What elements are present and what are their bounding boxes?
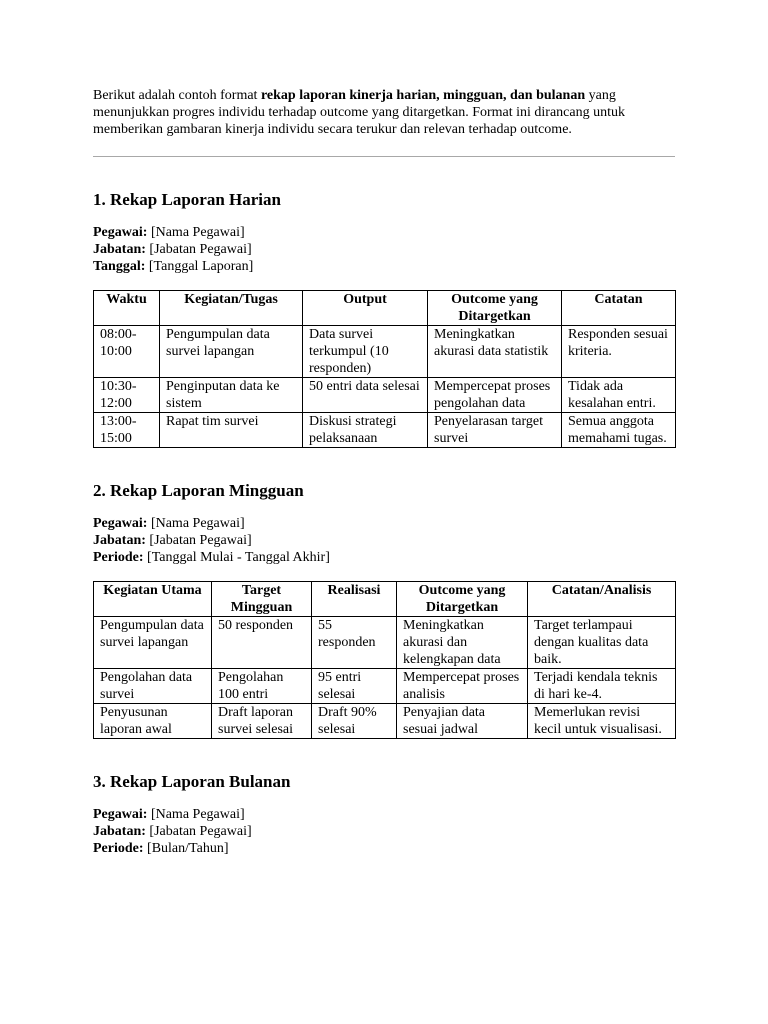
meta-value: [Nama Pegawai] — [147, 516, 245, 531]
table-cell: Responden sesuai kriteria. — [562, 326, 676, 378]
meta-label: Tanggal: — [93, 259, 146, 274]
table-cell: Draft 90% selesai — [312, 704, 397, 739]
table-cell: Meningkatkan akurasi dan kelengkapan data — [397, 617, 528, 669]
table-row — [94, 617, 676, 669]
table-header-cell: Realisasi — [312, 582, 397, 617]
table-cell: Semua anggota memahami tugas. — [562, 413, 676, 448]
weekly-report-heading: 2. Rekap Laporan Mingguan — [93, 481, 304, 500]
meta-value: [Nama Pegawai] — [147, 225, 245, 240]
table-row — [94, 413, 676, 448]
meta-line-employee — [93, 515, 675, 532]
weekly-report-table — [93, 581, 676, 739]
table-cell: Mempercepat proses pengolahan data — [428, 378, 562, 413]
table-cell: Data survei terkumpul (10 responden) — [303, 326, 428, 378]
meta-label: Pegawai: — [93, 516, 148, 531]
meta-line-position — [93, 241, 675, 258]
meta-value: [Bulan/Tahun] — [143, 841, 229, 856]
table-row — [94, 704, 676, 739]
monthly-report-heading: 3. Rekap Laporan Bulanan — [93, 772, 291, 791]
monthly-report-meta — [93, 806, 675, 857]
meta-label: Pegawai: — [93, 225, 148, 240]
meta-line-position — [93, 532, 675, 549]
meta-line-employee — [93, 806, 675, 823]
table-cell: Pengumpulan data survei lapangan — [160, 326, 303, 378]
meta-line-employee — [93, 224, 675, 241]
table-cell: 08:00-10:00 — [94, 326, 160, 378]
table-header-cell: Outcome yang Ditargetkan — [428, 291, 562, 326]
table-cell: Pengolahan data survei — [94, 669, 212, 704]
meta-line-position — [93, 823, 675, 840]
table-header-cell: Catatan/Analisis — [528, 582, 676, 617]
meta-label: Jabatan: — [93, 533, 146, 548]
table-cell: Terjadi kendala teknis di hari ke-4. — [528, 669, 676, 704]
meta-line-period — [93, 549, 675, 566]
table-header-cell: Catatan — [562, 291, 676, 326]
meta-label: Jabatan: — [93, 824, 146, 839]
meta-line-date — [93, 258, 675, 275]
meta-value: [Nama Pegawai] — [147, 807, 245, 822]
table-cell: 95 entri selesai — [312, 669, 397, 704]
daily-report-heading: 1. Rekap Laporan Harian — [93, 190, 281, 209]
meta-value: [Jabatan Pegawai] — [145, 824, 252, 839]
intro-paragraph — [93, 87, 675, 138]
table-cell: Penyusunan laporan awal — [94, 704, 212, 739]
table-row — [94, 669, 676, 704]
meta-label: Periode: — [93, 550, 144, 565]
meta-label: Periode: — [93, 841, 144, 856]
meta-value: [Tanggal Laporan] — [145, 259, 254, 274]
meta-value: [Tanggal Mulai - Tanggal Akhir] — [143, 550, 330, 565]
table-cell: 13:00-15:00 — [94, 413, 160, 448]
intro-text-end: yang menunjukkan progres individu terhadap outcome yang ditargetkan. Format ini dirancang untuk memberikan gambaran kinerja individu secara terukur dan relevan terhadap outcome. — [93, 88, 625, 137]
table-cell: Pengumpulan data survei lapangan — [94, 617, 212, 669]
table-row — [94, 378, 676, 413]
table-cell: Penginputan data ke sistem — [160, 378, 303, 413]
table-header-cell: Kegiatan/Tugas — [160, 291, 303, 326]
table-cell: Target terlampaui dengan kualitas data baik. — [528, 617, 676, 669]
table-header-row — [94, 291, 676, 326]
table-cell: Penyelarasan target survei — [428, 413, 562, 448]
intro-text-start: Berikut adalah contoh format — [93, 88, 261, 103]
table-cell: Rapat tim survei — [160, 413, 303, 448]
daily-report-table — [93, 290, 676, 448]
meta-label: Pegawai: — [93, 807, 148, 822]
table-cell: Penyajian data sesuai jadwal — [397, 704, 528, 739]
table-header-row — [94, 582, 676, 617]
document-body — [93, 87, 675, 857]
table-cell: Meningkatkan akurasi data statistik — [428, 326, 562, 378]
weekly-report-meta — [93, 515, 675, 566]
meta-label: Jabatan: — [93, 242, 146, 257]
table-row — [94, 326, 676, 378]
table-header-cell: Kegiatan Utama — [94, 582, 212, 617]
table-header-cell: Waktu — [94, 291, 160, 326]
table-cell: 50 responden — [212, 617, 312, 669]
meta-line-period — [93, 840, 675, 857]
table-header-cell: Target Mingguan — [212, 582, 312, 617]
table-cell: 55 responden — [312, 617, 397, 669]
intro-bold-text: rekap laporan kinerja harian, mingguan, dan bulanan — [260, 88, 586, 103]
table-cell: 10:30-12:00 — [94, 378, 160, 413]
table-header-cell: Output — [303, 291, 428, 326]
table-cell: Draft laporan survei selesai — [212, 704, 312, 739]
horizontal-divider — [93, 156, 675, 157]
table-cell: Diskusi strategi pelaksanaan — [303, 413, 428, 448]
table-cell: Pengolahan 100 entri — [212, 669, 312, 704]
table-cell: Memerlukan revisi kecil untuk visualisasi. — [528, 704, 676, 739]
meta-value: [Jabatan Pegawai] — [145, 242, 252, 257]
meta-value: [Jabatan Pegawai] — [145, 533, 252, 548]
table-cell: Mempercepat proses analisis — [397, 669, 528, 704]
daily-report-meta — [93, 224, 675, 275]
table-cell: Tidak ada kesalahan entri. — [562, 378, 676, 413]
table-header-cell: Outcome yang Ditargetkan — [397, 582, 528, 617]
table-cell: 50 entri data selesai — [303, 378, 428, 413]
